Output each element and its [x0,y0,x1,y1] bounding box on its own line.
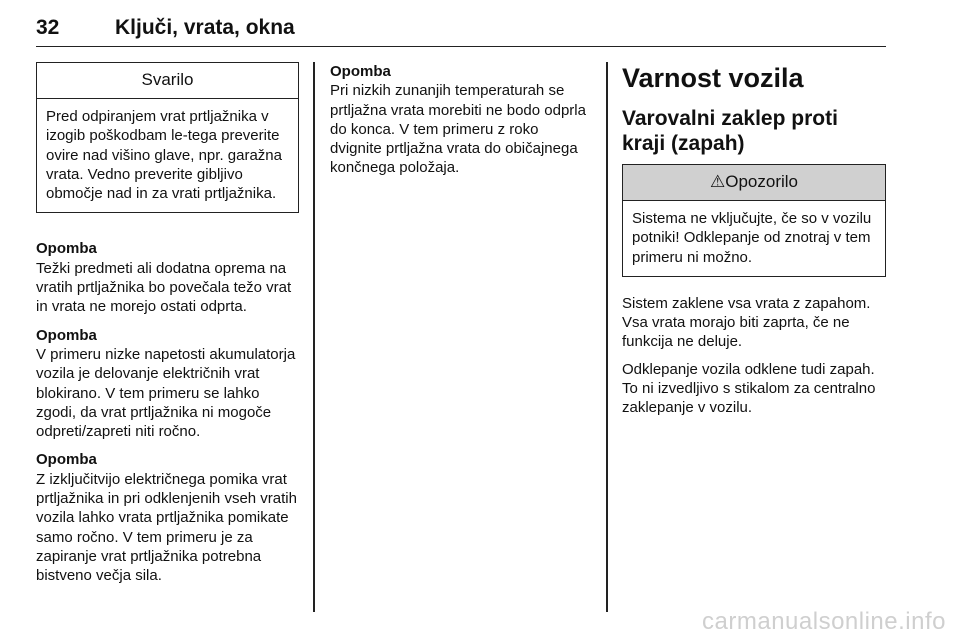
column-divider [606,62,608,612]
note-title: Opomba [36,326,97,344]
warning-box [622,164,886,277]
note-title: Opomba [36,451,97,469]
subsection-title: Varovalni zaklep proti kraji (zapah) [622,107,838,155]
note-text: Težki predmeti ali dodatna oprema na vratih prtljažnika bo povečala težo vrat in vrata ne morejo ostati odprta. [36,259,292,316]
section-title: Varnost vozila [622,63,804,93]
note-title: Opomba [330,63,391,80]
column-middle [330,62,592,178]
note-block [330,62,592,178]
warning-box-header [623,165,885,201]
paragraph: Sistem zaklene vsa vrata z zapahom. Vsa vrata morajo biti zaprta, če ne funkcija ne deluje. [622,294,871,351]
note-block [36,239,299,316]
note-text: Z izključitvijo električnega pomika vrat prtljažnika in pri odklenjenih vseh vratih vozila lahko vrata prtljažnika pomikate samo ročno. V tem primeru je za zapiranje vrat prtljažnika potrebna bistveno večja sila. [36,470,297,585]
watermark: carmanualsonline.info [702,608,946,635]
note-block [36,326,299,442]
page-number: 32 [36,16,60,39]
note-text: V primeru nizke napetosti akumulatorja vozila je delovanje električnih vrat blokirano. V tem primeru se lahko zgodi, da vrat prtljažnika ni mogoče odpreti/zapreti niti ročno. [36,345,296,441]
warning-box-title: Opozorilo [725,172,798,191]
caution-box-text: Pred odpiranjem vrat prtljažnika v izogib poškodbam le-tega preverite ovire nad višino glave, npr. garažna vrata. Vedno preverite gibljivo območje nad in za vrati prtljažnika. [46,108,282,203]
paragraph: Odklepanje vozila odklene tudi zapah. To ni izvedljivo s stikalom za centralno zaklepanje v vozilu. [622,360,876,417]
warning-box-text: Sistema ne vključujte, če so v vozilu potniki! Odklepanje od znotraj v tem primeru ni možno. [632,210,872,266]
caution-box-title: Svarilo [37,63,298,99]
caution-box [36,62,299,213]
column-divider [313,62,315,612]
note-block [36,450,299,585]
column-left [36,62,299,586]
note-title: Opomba [36,240,97,258]
column-right [622,62,886,418]
page-title: Ključi, vrata, okna [115,16,295,39]
page-header [36,6,886,47]
warning-triangle-icon: ⚠ [709,172,726,191]
note-text: Pri nizkih zunanjih temperaturah se prtljažna vrata morebiti ne bodo odprla do konca. V tem primeru z roko dvignite prtljažna vrata do običajnega končnega položaja. [330,82,586,177]
